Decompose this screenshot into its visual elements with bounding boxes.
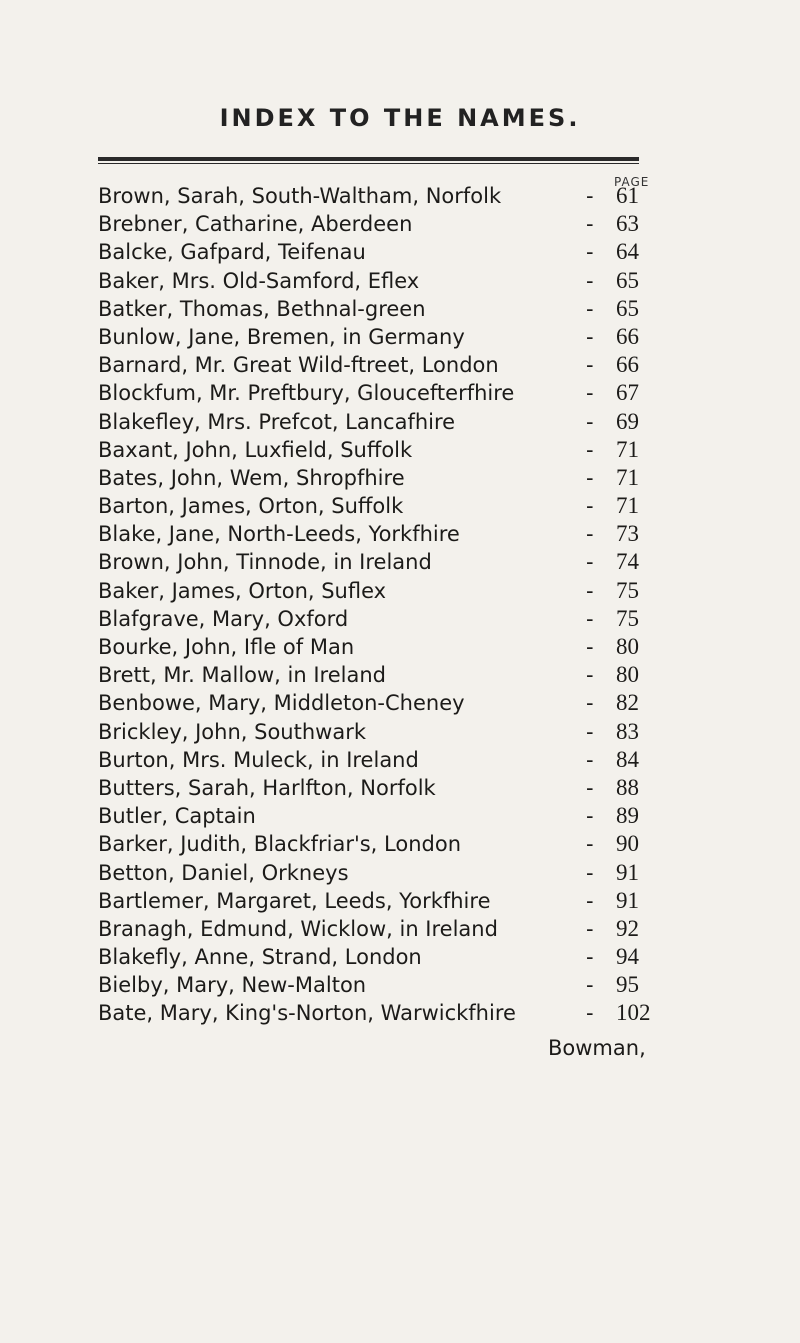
index-entry bbox=[0, 295, 800, 323]
entry-name: Butters, Sarah, Harlfton, Norfolk bbox=[98, 775, 436, 800]
entry-leader-dash: - bbox=[586, 973, 594, 998]
entry-leader-dash: - bbox=[586, 635, 594, 659]
index-entry bbox=[0, 408, 800, 436]
index-entry bbox=[0, 492, 800, 520]
entry-leader-dash: - bbox=[586, 296, 594, 321]
entry-leader-dash: - bbox=[586, 945, 594, 970]
entry-name: Brown, Sarah, South-Waltham, Norfolk bbox=[98, 184, 502, 208]
entry-page-number: 63 bbox=[616, 211, 639, 237]
entry-name: Barnard, Mr. Great Wild-ftreet, London bbox=[98, 353, 499, 378]
entry-name: Batker, Thomas, Bethnal-green bbox=[98, 296, 426, 321]
entry-name: Barker, Judith, Blackfriar's, London bbox=[98, 832, 462, 857]
page-column-label: PAGE bbox=[614, 175, 650, 189]
entry-page-number: 73 bbox=[616, 521, 639, 547]
index-entry bbox=[0, 323, 800, 351]
index-entry bbox=[0, 379, 800, 407]
index-entry bbox=[0, 830, 800, 858]
entry-page-number: 71 bbox=[616, 493, 639, 519]
index-entry bbox=[0, 633, 800, 661]
entry-name: Bunlow, Jane, Bremen, in Germany bbox=[98, 324, 465, 349]
entry-leader-dash: - bbox=[586, 212, 594, 237]
index-entry bbox=[0, 718, 800, 746]
entry-leader-dash: - bbox=[586, 691, 594, 716]
entry-name: Blakefley, Mrs. Prefcot, Lancafhire bbox=[98, 409, 456, 434]
index-entry bbox=[0, 548, 800, 576]
entry-name: Branagh, Edmund, Wicklow, in Ireland bbox=[98, 916, 498, 941]
entry-name: Betton, Daniel, Orkneys bbox=[98, 860, 349, 885]
entry-page-number: 102 bbox=[616, 1000, 651, 1026]
entry-page-number: 95 bbox=[616, 972, 639, 998]
index-entry bbox=[0, 915, 800, 943]
entry-name: Blafgrave, Mary, Oxford bbox=[98, 606, 349, 631]
entry-leader-dash: - bbox=[586, 494, 594, 519]
catchword: Bowman, bbox=[548, 1036, 646, 1060]
entry-leader-dash: - bbox=[586, 381, 594, 406]
entry-name: Baxant, John, Luxfield, Suffolk bbox=[98, 437, 413, 462]
entry-leader-dash: - bbox=[586, 1001, 594, 1026]
entry-leader-dash: - bbox=[586, 747, 594, 772]
index-entry bbox=[0, 182, 800, 210]
entry-page-number: 83 bbox=[616, 718, 639, 744]
index-entry bbox=[0, 774, 800, 802]
entry-leader-dash: - bbox=[586, 719, 594, 744]
entry-leader-dash: - bbox=[586, 775, 594, 800]
index-entry bbox=[0, 605, 800, 633]
entry-page-number: 90 bbox=[616, 831, 639, 857]
entry-name: Bourke, John, Ifle of Man bbox=[98, 635, 355, 659]
entry-leader-dash: - bbox=[586, 268, 594, 293]
index-entry-list bbox=[0, 182, 800, 1028]
entry-page-number: 80 bbox=[616, 634, 639, 659]
entry-page-number: 66 bbox=[616, 323, 639, 349]
entry-leader-dash: - bbox=[586, 832, 594, 857]
entry-leader-dash: - bbox=[586, 860, 594, 885]
index-entry bbox=[0, 802, 800, 830]
index-entry bbox=[0, 887, 800, 915]
index-entry bbox=[0, 746, 800, 774]
index-entry bbox=[0, 238, 800, 266]
entry-leader-dash: - bbox=[586, 663, 594, 688]
entry-page-number: 92 bbox=[616, 915, 639, 941]
entry-page-number: 69 bbox=[616, 408, 639, 434]
entry-page-number: 65 bbox=[616, 267, 639, 293]
entry-leader-dash: - bbox=[586, 522, 594, 547]
index-entry bbox=[0, 210, 800, 238]
entry-name: Bartlemer, Margaret, Leeds, Yorkfhire bbox=[98, 888, 491, 913]
index-entry bbox=[0, 971, 800, 999]
entry-name: Bielby, Mary, New-Malton bbox=[98, 973, 367, 998]
index-entry bbox=[0, 999, 800, 1027]
entry-page-number: 75 bbox=[616, 605, 639, 631]
index-entry bbox=[0, 859, 800, 887]
entry-page-number: 61 bbox=[616, 183, 639, 208]
entry-leader-dash: - bbox=[586, 550, 594, 575]
entry-name: Blakefly, Anne, Strand, London bbox=[98, 945, 422, 970]
entry-page-number: 91 bbox=[616, 859, 639, 885]
entry-leader-dash: - bbox=[586, 578, 594, 603]
entry-page-number: 82 bbox=[616, 690, 639, 716]
index-entry bbox=[0, 577, 800, 605]
entry-page-number: 66 bbox=[616, 352, 639, 378]
entry-name: Brebner, Catharine, Aberdeen bbox=[98, 212, 413, 237]
index-entry bbox=[0, 351, 800, 379]
entry-leader-dash: - bbox=[586, 804, 594, 829]
entry-page-number: 74 bbox=[616, 549, 639, 575]
entry-page-number: 94 bbox=[616, 944, 639, 970]
index-entry bbox=[0, 689, 800, 717]
entry-page-number: 91 bbox=[616, 887, 639, 913]
entry-page-number: 71 bbox=[616, 464, 639, 490]
index-entry bbox=[0, 943, 800, 971]
entry-leader-dash: - bbox=[586, 916, 594, 941]
entry-leader-dash: - bbox=[586, 409, 594, 434]
entry-name: Baker, James, Orton, Suflex bbox=[98, 578, 387, 603]
entry-name: Bates, John, Wem, Shropfhire bbox=[98, 465, 405, 490]
header-rule-thin bbox=[98, 163, 639, 164]
entry-page-number: 64 bbox=[616, 239, 639, 265]
index-entry bbox=[0, 520, 800, 548]
entry-name: Blockfum, Mr. Preftbury, Gloucefterfhire bbox=[98, 381, 515, 406]
entry-name: Blake, Jane, North-Leeds, Yorkfhire bbox=[98, 522, 460, 547]
index-entry bbox=[0, 267, 800, 295]
entry-leader-dash: - bbox=[586, 353, 594, 378]
entry-name: Brett, Mr. Mallow, in Ireland bbox=[98, 663, 386, 688]
entry-name: Baker, Mrs. Old-Samford, Eflex bbox=[98, 268, 420, 293]
entry-leader-dash: - bbox=[586, 240, 594, 265]
entry-page-number: 67 bbox=[616, 380, 639, 406]
entry-name: Benbowe, Mary, Middleton-Cheney bbox=[98, 691, 465, 716]
page-title: INDEX TO THE NAMES. bbox=[219, 104, 581, 132]
entry-leader-dash: - bbox=[586, 888, 594, 913]
entry-name: Balcke, Gafpard, Teifenau bbox=[98, 240, 366, 265]
entry-page-number: 80 bbox=[616, 662, 639, 688]
entry-name: Bate, Mary, King's-Norton, Warwickfhire bbox=[98, 1001, 516, 1026]
index-entry bbox=[0, 464, 800, 492]
index-entry bbox=[0, 661, 800, 689]
entry-leader-dash: - bbox=[586, 324, 594, 349]
entry-leader-dash: - bbox=[586, 437, 594, 462]
entry-leader-dash: - bbox=[586, 465, 594, 490]
entry-page-number: 71 bbox=[616, 436, 639, 462]
entry-page-number: 65 bbox=[616, 295, 639, 321]
entry-name: Barton, James, Orton, Suffolk bbox=[98, 494, 404, 519]
entry-page-number: 88 bbox=[616, 774, 639, 800]
entry-name: Burton, Mrs. Muleck, in Ireland bbox=[98, 747, 419, 772]
entry-page-number: 84 bbox=[616, 746, 639, 772]
index-entry bbox=[0, 436, 800, 464]
entry-leader-dash: - bbox=[586, 606, 594, 631]
entry-leader-dash: - bbox=[586, 184, 594, 208]
entry-name: Butler, Captain bbox=[98, 804, 256, 829]
entry-page-number: 89 bbox=[616, 803, 639, 829]
entry-name: Brown, John, Tinnode, in Ireland bbox=[98, 550, 432, 575]
header-rule bbox=[98, 157, 639, 161]
entry-page-number: 75 bbox=[616, 577, 639, 603]
entry-name: Brickley, John, Southwark bbox=[98, 719, 366, 744]
